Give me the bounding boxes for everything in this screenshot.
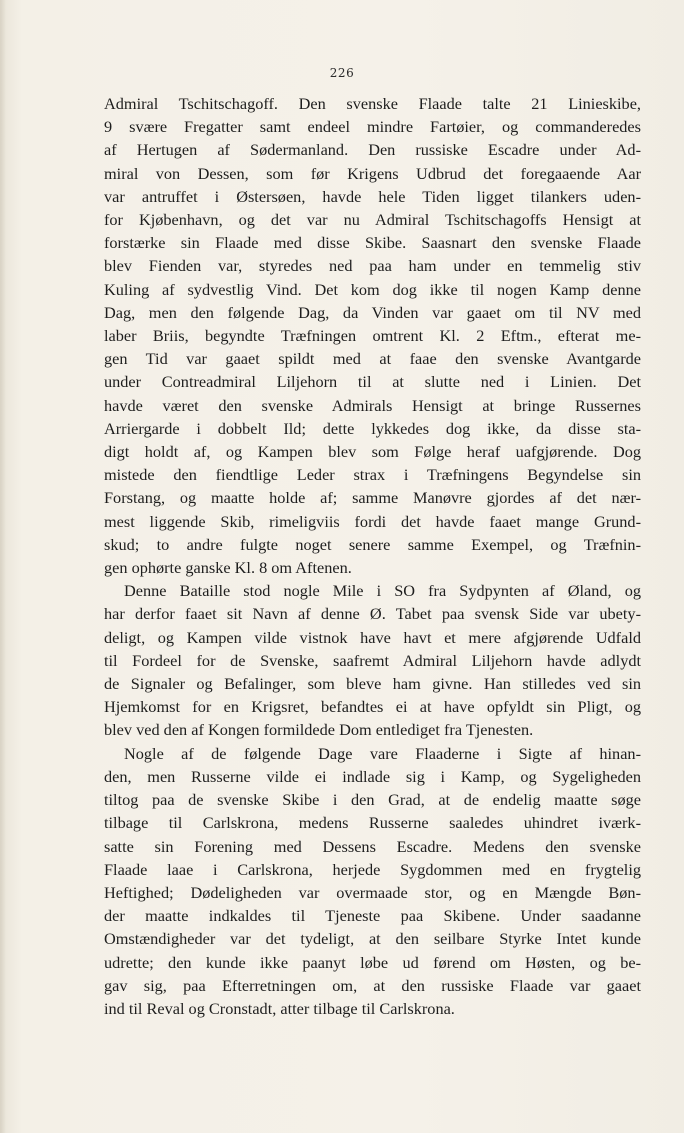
text-line: der maatte indkaldes til Tjeneste paa Skibene. Under saadanne [104,906,641,926]
text-line: miral von Dessen, som før Krigens Udbrud det foregaaende Aar [104,163,641,183]
text-line: gen Tid var gaaet spildt med at faae den svenske Avantgarde [104,349,641,369]
paragraph [104,92,641,579]
text-line: Flaade laae i Carlskrona, herjede Sygdommen med en frygtelig [104,859,641,879]
text-line: Heftighed; Dødeligheden var overmaade stor, og en Mængde Bøn- [104,882,641,902]
text-line: for Kjøbenhavn, og det var nu Admiral Tschitschagoffs Hensigt at [104,210,641,230]
text-line: havde været den svenske Admirals Hensigt at bringe Russernes [104,395,641,415]
text-line: 9 svære Fregatter samt endeel mindre Fartøier, og commanderedes [104,117,641,137]
paragraph [104,579,641,741]
text-line: satte sin Forening med Dessens Escadre. Medens den svenske [104,836,641,856]
text-line: ind til Reval og Cronstadt, atter tilbage til Carlskrona. [104,998,455,1018]
text-line: de Signaler og Befalinger, som bleve ham givne. Han stilledes ved sin [104,674,641,694]
text-line: Nogle af de følgende Dage vare Flaaderne i Sigte af hinan- [124,743,641,763]
text-line: blev ved den af Kongen formildede Dom entlediget fra Tjenesten. [104,720,534,740]
text-line: digt holdt af, og Kampen blev som Følge heraf uafgjørende. Dog [104,442,641,462]
text-line: under Contreadmiral Liljehorn til at slutte ned i Linien. Det [104,372,641,392]
text-line: Dag, men den følgende Dag, da Vinden var gaaet om til NV med [104,302,641,322]
text-line: Hjemkomst for en Krigsret, befandtes ei at have opfyldt sin Pligt, og [104,697,641,717]
text-line: blev Fienden var, styredes ned paa ham under en temmelig stiv [104,256,641,276]
text-line: Kuling af sydvestlig Vind. Det kom dog ikke til nogen Kamp denne [104,279,641,299]
page-gutter-shadow [0,0,6,1133]
text-line: udrette; den kunde ikke paanyt løbe ud førend om Høsten, og be- [104,952,641,972]
text-line: var antruffet i Østersøen, havde hele Tiden ligget tilankers uden- [104,186,641,206]
text-line: Arriergarde i dobbelt Ild; dette lykkedes dog ikke, da disse sta- [104,418,641,438]
text-line: laber Briis, begyndte Træfningen omtrent Kl. 2 Eftm., efterat me- [104,326,641,346]
text-line: tiltog paa de svenske Skibe i den Grad, at de endelig maatte søge [104,790,641,810]
text-line: gen ophørte ganske Kl. 8 om Aftenen. [104,558,352,578]
paragraph [104,742,641,1020]
text-line: forstærke sin Flaade med disse Skibe. Saasnart den svenske Flaade [104,233,641,253]
text-line: Omstændigheder var det tydeligt, at den seilbare Styrke Intet kunde [104,929,641,949]
text-line: den, men Russerne vilde ei indlade sig i Kamp, og Sygeligheden [104,766,641,786]
body-text [104,92,641,1020]
text-line: Forstang, og maatte holde af; samme Manøvre gjordes af det nær- [104,488,641,508]
text-line: deligt, og Kampen vilde vistnok have havt et mere afgjørende Udfald [104,627,641,647]
text-line: til Fordeel for de Svenske, saafremt Admiral Liljehorn havde adlydt [104,650,641,670]
text-line: mistede den fiendtlige Leder strax i Træfningens Begyndelse sin [104,465,641,485]
text-line: skud; to andre fulgte noget senere samme Exempel, og Træfnin- [104,534,641,554]
text-line: har derfor faaet sit Navn af denne Ø. Tabet paa svensk Side var ubety- [104,604,641,624]
text-line: Denne Bataille stod nogle Mile i SO fra Sydpynten af Øland, og [124,581,641,601]
text-line: gav sig, paa Efterretningen om, at den russiske Flaade var gaaet [104,975,641,995]
text-line: tilbage til Carlskrona, medens Russerne saaledes uhindret iværk- [104,813,641,833]
text-line: Admiral Tschitschagoff. Den svenske Flaade talte 21 Linieskibe, [104,94,641,113]
text-line: af Hertugen af Sødermanland. Den russiske Escadre under Ad- [104,140,641,160]
page-number: 226 [329,66,355,80]
text-line: mest liggende Skib, rimeligviis fordi det havde faaet mange Grund- [104,511,641,531]
